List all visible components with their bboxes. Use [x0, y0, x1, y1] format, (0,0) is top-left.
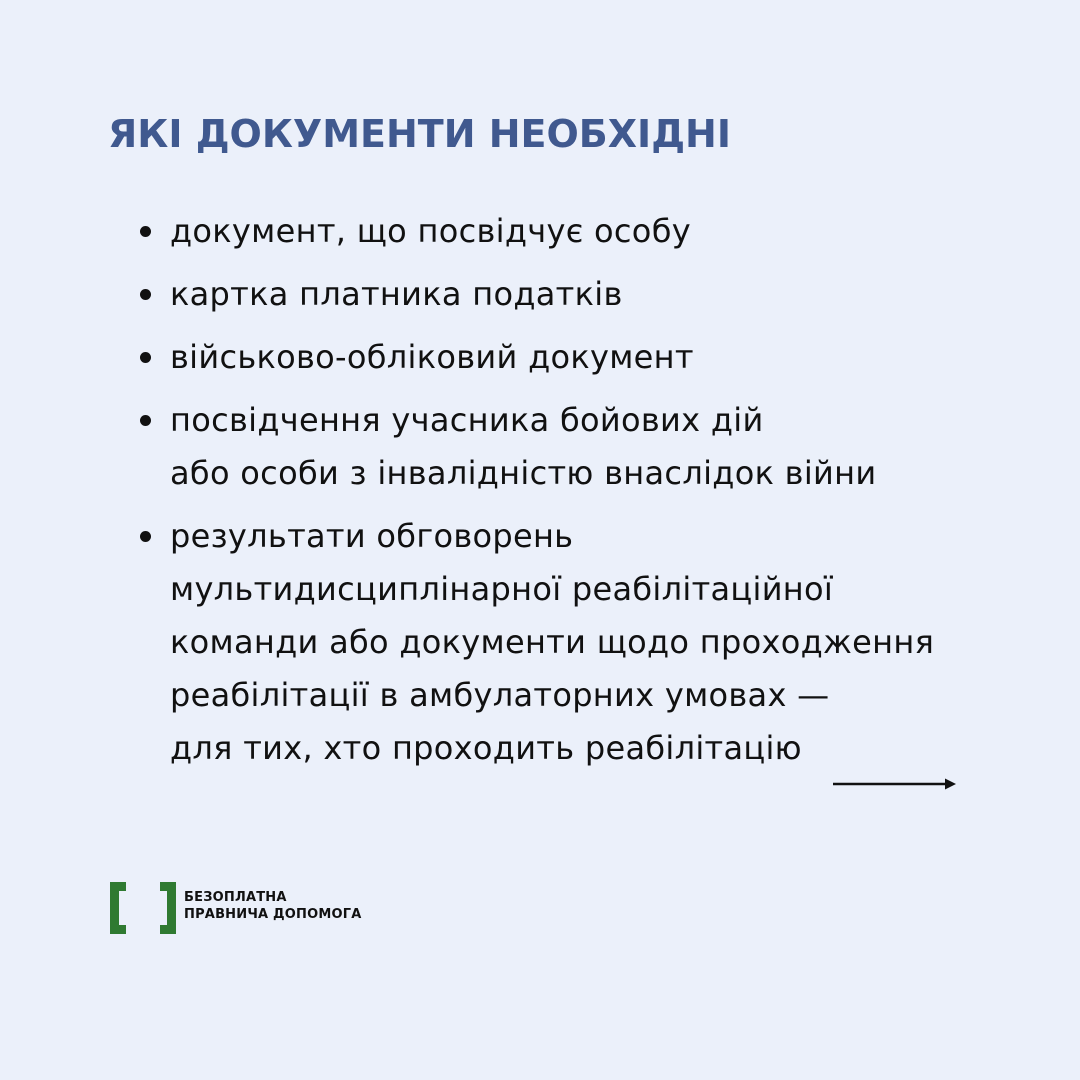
list-item [140, 394, 1000, 500]
bullet-icon [140, 415, 151, 426]
documents-list [140, 205, 1000, 785]
list-item-text: команди або документи щодо проходження [170, 623, 935, 661]
right-arrow-icon[interactable] [833, 772, 957, 796]
list-item-text: результати обговорень [170, 517, 574, 555]
page-title: ЯКІ ДОКУМЕНТИ НЕОБХІДНІ [108, 112, 731, 156]
list-item [140, 510, 1000, 775]
list-item-text: документ, що посвідчує особу [170, 212, 691, 250]
list-item-text: або особи з інвалідністю внаслідок війни [170, 454, 877, 492]
list-item-text: картка платника податків [170, 275, 623, 313]
bullet-icon [140, 531, 151, 542]
list-item-text: посвідчення учасника бойових дій [170, 401, 764, 439]
list-item-text: мультидисциплінарної реабілітаційної [170, 570, 834, 608]
bullet-icon [140, 352, 151, 363]
list-item-text: військово-обліковий документ [170, 338, 694, 376]
list-item [140, 331, 1000, 384]
bullet-icon [140, 226, 151, 237]
list-item [140, 205, 1000, 258]
list-item-text: реабілітації в амбулаторних умовах — [170, 676, 830, 714]
logo-line-1: БЕЗОПЛАТНА [184, 890, 287, 905]
list-item [140, 268, 1000, 321]
bullet-icon [140, 289, 151, 300]
logo-wordmark [184, 889, 362, 923]
list-item-text: для тих, хто проходить реабілітацію [170, 729, 802, 767]
logo-line-2: ПРАВНИЧА ДОПОМОГА [184, 907, 362, 922]
brackets-logo-icon [108, 880, 178, 936]
